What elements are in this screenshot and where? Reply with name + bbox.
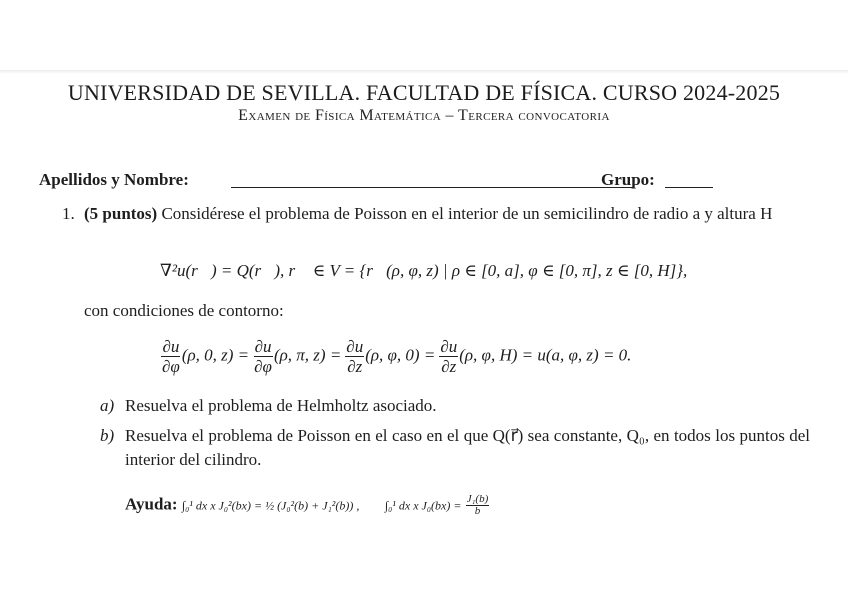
bc-args: (ρ, π, z) =	[273, 344, 342, 364]
top-band	[0, 0, 848, 70]
hint-formulas	[125, 494, 489, 517]
fraction-denominator: ∂z	[441, 356, 457, 376]
bc-term	[252, 337, 341, 376]
exam-subtitle: Examen de Física Matemática – Tercera convocatoria	[238, 107, 610, 124]
boundary-conditions-intro: con condiciones de contorno:	[84, 301, 284, 320]
hint-label: Ayuda:	[125, 494, 178, 514]
hint-fraction	[466, 494, 490, 517]
group-field-line	[665, 187, 713, 188]
poisson-equation: ∇²u(r⃗) = Q(r⃗), r⃗ ∈ V = {r⃗(ρ, φ, z) | ρ ∈ [0, a], φ ∈ [0, π], z ∈ [0, H]},	[160, 261, 688, 280]
fraction-numerator: ∂u	[346, 336, 364, 356]
hint-fraction-denominator: b	[474, 505, 481, 517]
boundary-conditions-equation	[160, 331, 634, 381]
problem-number: 1.	[62, 204, 75, 223]
hint-formula-2: ∫₀¹ dx x J₀(bx) =	[384, 498, 462, 513]
subquestion-label: a)	[100, 396, 115, 415]
subquestion-label: b)	[100, 426, 115, 445]
name-label: Apellidos y Nombre:	[39, 170, 189, 189]
problem-text: Considérese el problema de Poisson en el interior de un semicilindro de radio a y altura H	[161, 204, 773, 223]
name-field-line	[231, 187, 633, 188]
problem-points: (5 puntos)	[84, 204, 158, 223]
problem-statement	[84, 202, 810, 226]
bc-term	[160, 337, 249, 376]
derivative-fraction	[439, 337, 458, 376]
hint-formula-1: ∫₀¹ dx x J₀²(bx) = ½ (J₀²(b) + J₁²(b)) ,	[181, 498, 360, 513]
derivative-fraction	[345, 337, 364, 376]
bc-args: (ρ, φ, H) = u(a, φ, z) = 0.	[459, 344, 632, 364]
subquestion-text: Resuelva el problema de Poisson en el caso en el que Q(r⃗) sea constante, Q₀, en todos los puntos del interior del cilindro.	[125, 426, 810, 469]
student-info-row	[39, 170, 739, 194]
fraction-numerator: ∂u	[440, 336, 458, 356]
hint-fraction-numerator: J₁(b)	[466, 493, 489, 505]
fraction-numerator: ∂u	[162, 336, 180, 356]
university-title: UNIVERSIDAD DE SEVILLA. FACULTAD DE FÍSICA. CURSO 2024-2025	[67, 80, 781, 105]
bc-args: (ρ, φ, 0) =	[365, 344, 436, 364]
bc-term	[344, 337, 435, 376]
fraction-denominator: ∂φ	[254, 356, 272, 376]
derivative-fraction	[161, 337, 181, 376]
fraction-numerator: ∂u	[254, 336, 272, 356]
bc-args: (ρ, 0, z) =	[181, 344, 250, 364]
fraction-denominator: ∂φ	[162, 356, 180, 376]
group-label: Grupo:	[601, 170, 655, 189]
derivative-fraction	[253, 337, 273, 376]
subquestion-text: Resuelva el problema de Helmholtz asociado.	[125, 396, 437, 415]
exam-page	[0, 74, 848, 599]
bc-term	[438, 337, 631, 376]
fraction-denominator: ∂z	[347, 356, 363, 376]
